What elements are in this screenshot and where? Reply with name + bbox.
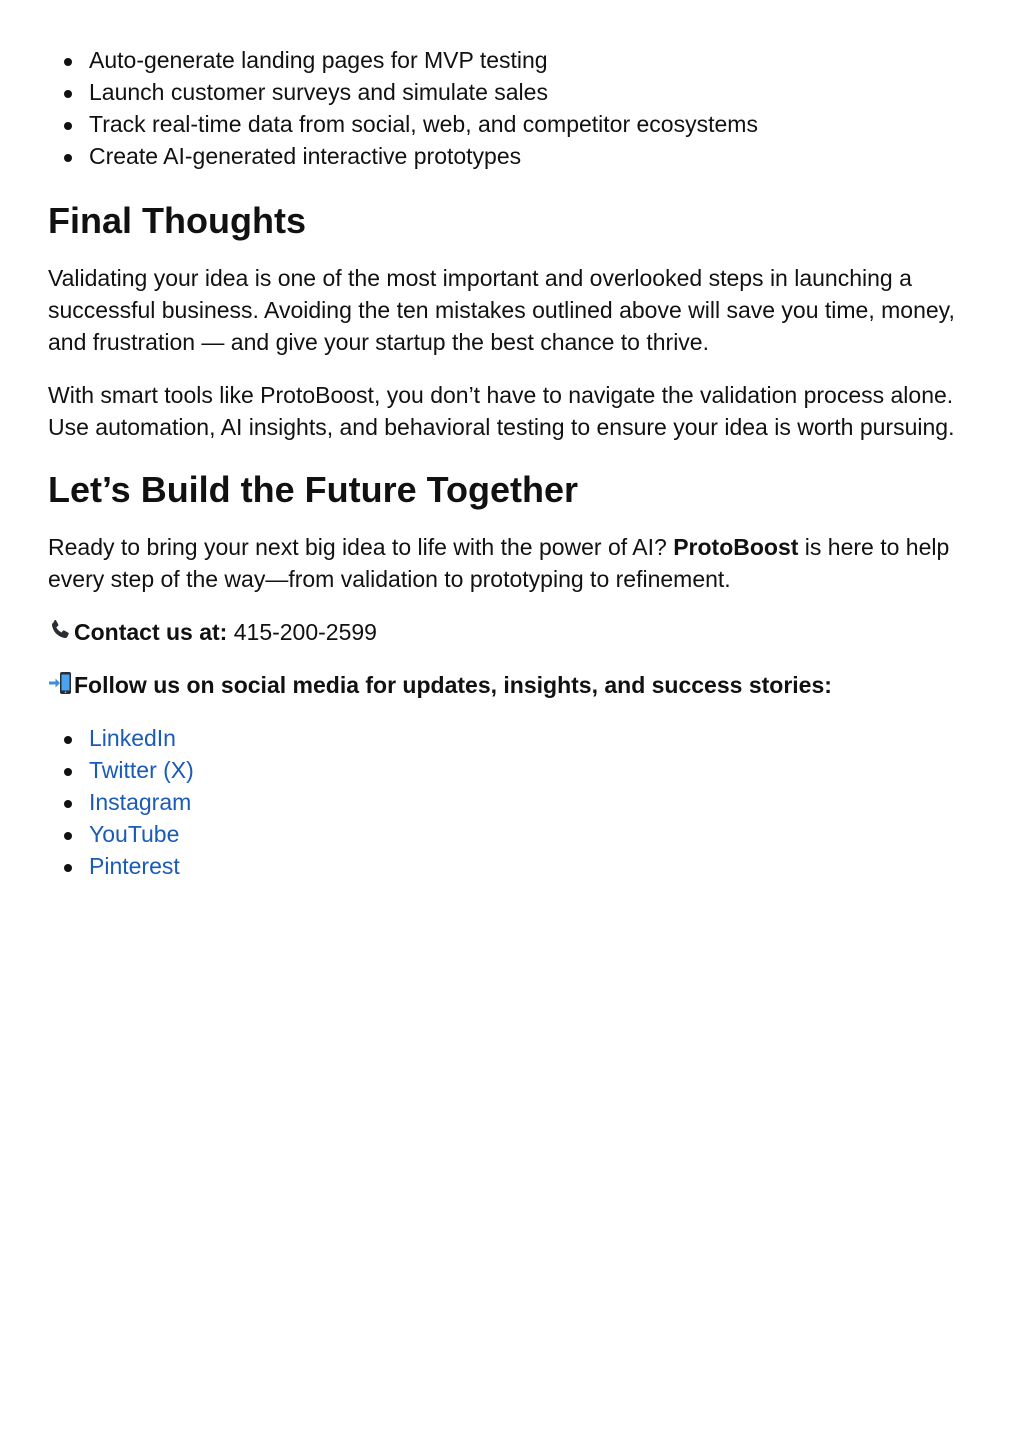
mobile-phone-arrow-icon: [48, 671, 74, 695]
contact-line: [48, 616, 976, 648]
list-item: [89, 850, 976, 882]
list-item: [89, 722, 976, 754]
feature-list: [48, 44, 976, 172]
instagram-link[interactable]: Instagram: [89, 789, 192, 815]
list-item: [89, 818, 976, 850]
final-thoughts-paragraph-1: Validating your idea is one of the most important and overlooked steps in launching a successful business. Avoiding the ten mistakes outlined above will save you time, money, and frustration — and give your startup the best chance to thrive.: [48, 265, 955, 355]
linkedin-link[interactable]: LinkedIn: [89, 725, 176, 751]
contact-label: Contact us at:: [74, 619, 228, 645]
telephone-icon: [48, 618, 74, 642]
future-text-after: is here to help every step of the way—from validation to prototyping to refinement.: [48, 534, 950, 592]
list-item: Auto-generate landing pages for MVP testing: [89, 44, 976, 76]
list-item: [89, 786, 976, 818]
brand-name: ProtoBoost: [673, 534, 799, 560]
pinterest-link[interactable]: Pinterest: [89, 853, 180, 879]
future-paragraph: [48, 531, 976, 595]
future-heading: Let’s Build the Future Together: [48, 469, 578, 510]
final-thoughts-heading: Final Thoughts: [48, 200, 306, 241]
social-heading: Follow us on social media for updates, insights, and success stories:: [74, 672, 832, 698]
future-text-before: Ready to bring your next big idea to life with the power of AI?: [48, 534, 674, 560]
list-item: [89, 754, 976, 786]
final-thoughts-paragraph-2: With smart tools like ProtoBoost, you don’t have to navigate the validation process alone. Use automation, AI insights, and behavioral testing to ensure your idea is worth pursuing.: [48, 382, 955, 440]
youtube-link[interactable]: YouTube: [89, 821, 180, 847]
social-heading-line: [48, 669, 976, 701]
list-item: Track real-time data from social, web, and competitor ecosystems: [89, 108, 976, 140]
contact-phone: 415-200-2599: [233, 619, 377, 645]
list-item: Launch customer surveys and simulate sales: [89, 76, 976, 108]
twitter-link[interactable]: Twitter (X): [89, 757, 194, 783]
list-item: Create AI-generated interactive prototypes: [89, 140, 976, 172]
social-links-list: [48, 722, 976, 882]
